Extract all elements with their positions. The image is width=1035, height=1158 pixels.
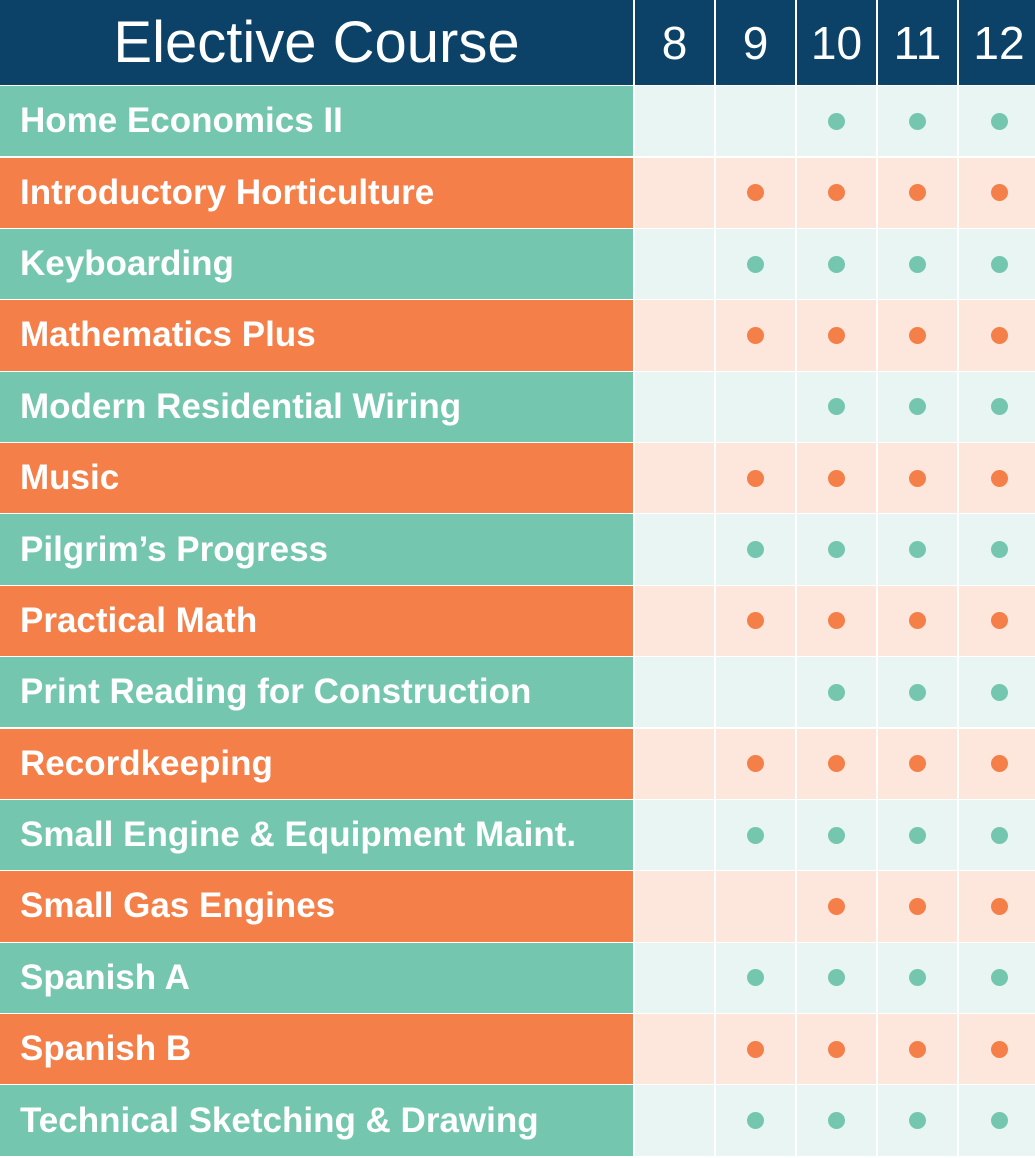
available-dot-icon: [909, 327, 926, 344]
grade-cell-8: [635, 800, 714, 870]
grade-cell-10: [797, 800, 876, 870]
course-name: Mathematics Plus: [0, 300, 633, 370]
grade-cell-12: [959, 300, 1035, 370]
available-dot-icon: [747, 827, 764, 844]
grade-cell-9: [716, 943, 795, 1013]
grade-cell-10: [797, 514, 876, 584]
grade-cell-8: [635, 729, 714, 799]
available-dot-icon: [828, 541, 845, 558]
grade-cell-8: [635, 300, 714, 370]
available-dot-icon: [909, 755, 926, 772]
available-dot-icon: [991, 969, 1008, 986]
grade-cell-8: [635, 871, 714, 941]
available-dot-icon: [991, 256, 1008, 273]
available-dot-icon: [828, 755, 845, 772]
grade-cell-11: [878, 800, 957, 870]
course-name: Pilgrim’s Progress: [0, 514, 633, 584]
grade-cell-8: [635, 1014, 714, 1084]
available-dot-icon: [909, 113, 926, 130]
available-dot-icon: [828, 327, 845, 344]
available-dot-icon: [991, 898, 1008, 915]
available-dot-icon: [991, 184, 1008, 201]
available-dot-icon: [991, 827, 1008, 844]
grade-cell-8: [635, 229, 714, 299]
grade-cell-12: [959, 871, 1035, 941]
grade-cell-9: [716, 657, 795, 727]
grade-cell-11: [878, 158, 957, 228]
grade-cell-11: [878, 729, 957, 799]
grade-cell-10: [797, 86, 876, 156]
course-name: Spanish B: [0, 1014, 633, 1084]
header-grade-12: 12: [959, 0, 1035, 85]
available-dot-icon: [747, 256, 764, 273]
grade-cell-12: [959, 800, 1035, 870]
grade-cell-12: [959, 1014, 1035, 1084]
available-dot-icon: [747, 755, 764, 772]
available-dot-icon: [909, 398, 926, 415]
grade-cell-9: [716, 300, 795, 370]
grade-cell-8: [635, 943, 714, 1013]
course-name: Technical Sketching & Drawing: [0, 1085, 633, 1155]
grade-cell-10: [797, 372, 876, 442]
course-name: Modern Residential Wiring: [0, 372, 633, 442]
grade-cell-9: [716, 1014, 795, 1084]
grade-cell-10: [797, 443, 876, 513]
available-dot-icon: [991, 612, 1008, 629]
available-dot-icon: [991, 327, 1008, 344]
header-grade-10: 10: [797, 0, 876, 85]
grade-cell-8: [635, 372, 714, 442]
available-dot-icon: [828, 684, 845, 701]
header-grade-11: 11: [878, 0, 957, 85]
grade-cell-10: [797, 943, 876, 1013]
available-dot-icon: [909, 969, 926, 986]
grade-cell-9: [716, 586, 795, 656]
grade-cell-12: [959, 514, 1035, 584]
available-dot-icon: [747, 470, 764, 487]
grade-cell-10: [797, 586, 876, 656]
header-grade-9: 9: [716, 0, 795, 85]
available-dot-icon: [909, 1112, 926, 1129]
available-dot-icon: [747, 1112, 764, 1129]
course-name: Home Economics II: [0, 86, 633, 156]
grade-cell-11: [878, 1014, 957, 1084]
available-dot-icon: [909, 256, 926, 273]
grade-cell-12: [959, 86, 1035, 156]
grade-cell-8: [635, 514, 714, 584]
grade-cell-9: [716, 158, 795, 228]
grade-cell-10: [797, 657, 876, 727]
available-dot-icon: [991, 398, 1008, 415]
grade-cell-12: [959, 372, 1035, 442]
grade-cell-8: [635, 657, 714, 727]
available-dot-icon: [991, 470, 1008, 487]
grade-cell-10: [797, 871, 876, 941]
course-name: Keyboarding: [0, 229, 633, 299]
grade-cell-11: [878, 586, 957, 656]
grade-cell-8: [635, 586, 714, 656]
available-dot-icon: [991, 1112, 1008, 1129]
available-dot-icon: [828, 827, 845, 844]
header-grade-8: 8: [635, 0, 714, 85]
grade-cell-10: [797, 229, 876, 299]
grade-cell-10: [797, 729, 876, 799]
course-name: Recordkeeping: [0, 729, 633, 799]
available-dot-icon: [909, 541, 926, 558]
available-dot-icon: [909, 184, 926, 201]
available-dot-icon: [828, 256, 845, 273]
grade-cell-11: [878, 943, 957, 1013]
grade-cell-11: [878, 229, 957, 299]
grade-cell-12: [959, 443, 1035, 513]
grade-cell-11: [878, 871, 957, 941]
available-dot-icon: [909, 1041, 926, 1058]
grade-cell-11: [878, 372, 957, 442]
grade-cell-9: [716, 443, 795, 513]
grade-cell-10: [797, 300, 876, 370]
available-dot-icon: [909, 684, 926, 701]
grade-cell-9: [716, 86, 795, 156]
available-dot-icon: [747, 969, 764, 986]
available-dot-icon: [828, 113, 845, 130]
available-dot-icon: [991, 1041, 1008, 1058]
available-dot-icon: [991, 541, 1008, 558]
grade-cell-12: [959, 229, 1035, 299]
available-dot-icon: [747, 1041, 764, 1058]
grade-cell-11: [878, 300, 957, 370]
course-name: Print Reading for Construction: [0, 657, 633, 727]
grade-cell-12: [959, 1085, 1035, 1155]
grade-cell-10: [797, 158, 876, 228]
available-dot-icon: [991, 755, 1008, 772]
grade-cell-9: [716, 800, 795, 870]
available-dot-icon: [828, 1041, 845, 1058]
available-dot-icon: [747, 541, 764, 558]
grade-cell-8: [635, 86, 714, 156]
course-name: Small Engine & Equipment Maint.: [0, 800, 633, 870]
available-dot-icon: [828, 470, 845, 487]
grade-cell-8: [635, 443, 714, 513]
grade-cell-9: [716, 1085, 795, 1155]
header-title: Elective Course: [0, 0, 633, 85]
grade-cell-11: [878, 443, 957, 513]
grade-cell-11: [878, 657, 957, 727]
available-dot-icon: [828, 1112, 845, 1129]
grade-cell-12: [959, 943, 1035, 1013]
grade-cell-9: [716, 514, 795, 584]
grade-cell-12: [959, 657, 1035, 727]
available-dot-icon: [828, 969, 845, 986]
available-dot-icon: [747, 327, 764, 344]
grade-cell-9: [716, 372, 795, 442]
available-dot-icon: [991, 684, 1008, 701]
available-dot-icon: [909, 612, 926, 629]
grade-cell-8: [635, 1085, 714, 1155]
available-dot-icon: [828, 398, 845, 415]
grade-cell-12: [959, 586, 1035, 656]
course-name: Music: [0, 443, 633, 513]
grade-cell-11: [878, 514, 957, 584]
available-dot-icon: [747, 184, 764, 201]
grade-cell-11: [878, 86, 957, 156]
available-dot-icon: [909, 827, 926, 844]
grade-cell-9: [716, 871, 795, 941]
available-dot-icon: [747, 612, 764, 629]
course-name: Spanish A: [0, 943, 633, 1013]
grade-cell-10: [797, 1014, 876, 1084]
available-dot-icon: [828, 898, 845, 915]
course-name: Introductory Horticulture: [0, 158, 633, 228]
grade-cell-10: [797, 1085, 876, 1155]
available-dot-icon: [828, 612, 845, 629]
grade-cell-9: [716, 729, 795, 799]
available-dot-icon: [909, 898, 926, 915]
available-dot-icon: [828, 184, 845, 201]
grade-cell-9: [716, 229, 795, 299]
grade-cell-8: [635, 158, 714, 228]
available-dot-icon: [991, 113, 1008, 130]
grade-cell-12: [959, 729, 1035, 799]
course-name: Small Gas Engines: [0, 871, 633, 941]
grade-cell-12: [959, 158, 1035, 228]
course-name: Practical Math: [0, 586, 633, 656]
available-dot-icon: [909, 470, 926, 487]
grade-cell-11: [878, 1085, 957, 1155]
